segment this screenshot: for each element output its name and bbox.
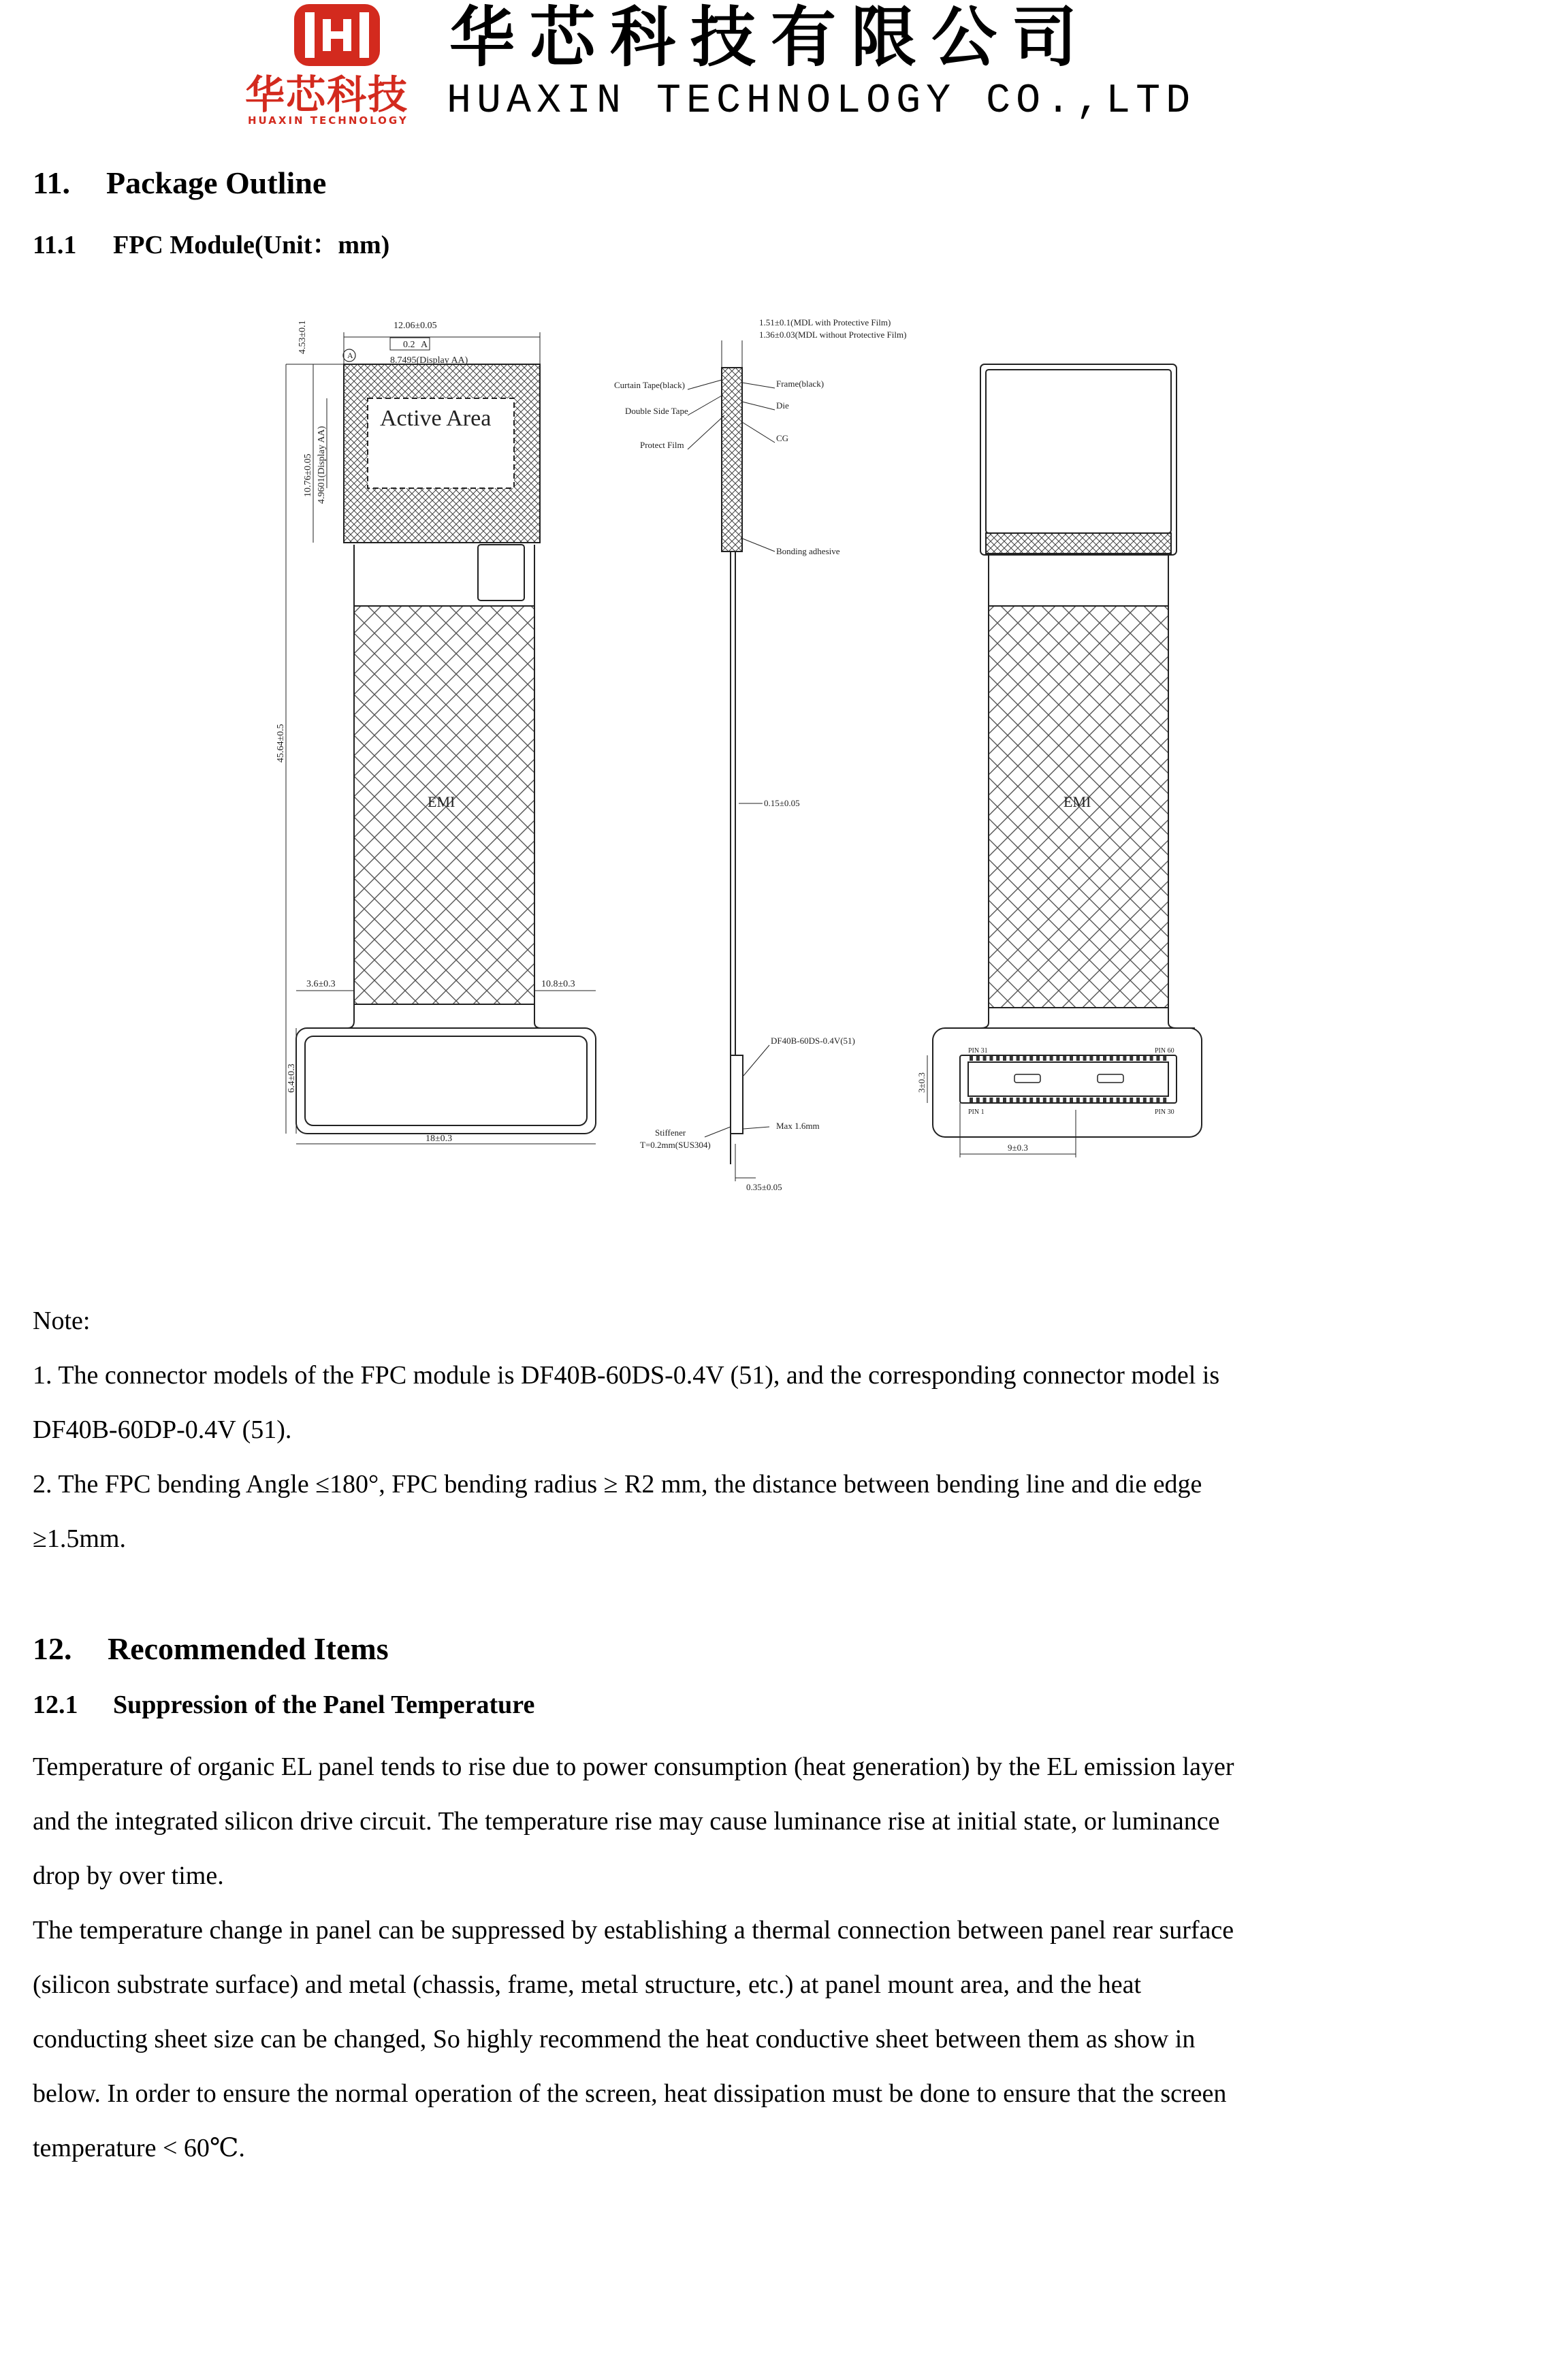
label-bonding-adhesive: Bonding adhesive bbox=[776, 546, 840, 556]
connector-pin bbox=[1150, 1098, 1153, 1102]
body-line-3: drop by over time. bbox=[33, 1861, 224, 1890]
connector-pin bbox=[1089, 1056, 1093, 1061]
connector-pin bbox=[996, 1056, 999, 1061]
connector-pin bbox=[1096, 1056, 1100, 1061]
connector-pin bbox=[1070, 1098, 1073, 1102]
company-name-english: HUAXIN TECHNOLOGY CO.,LTD bbox=[447, 78, 1196, 125]
dim-right-offset: 10.8±0.3 bbox=[541, 979, 575, 989]
label-cg: CG bbox=[776, 433, 789, 443]
dim-fpc-thickness: 0.15±0.05 bbox=[764, 798, 800, 808]
connector-pin bbox=[1163, 1098, 1166, 1102]
dim-stiffener-height: 6.4±0.3 bbox=[287, 1063, 297, 1093]
connector-pin bbox=[1136, 1056, 1140, 1061]
subsection-title: FPC Module(Unit：mm) bbox=[113, 231, 390, 259]
emi-label-back: EMI bbox=[1063, 793, 1091, 810]
connector-pin bbox=[1063, 1056, 1066, 1061]
label-stiffener: Stiffener bbox=[655, 1127, 686, 1138]
company-logo-mark bbox=[293, 3, 381, 67]
connector-pin bbox=[989, 1098, 993, 1102]
dim-height: 10.76±0.05 bbox=[303, 453, 313, 497]
connector-pin bbox=[1010, 1056, 1013, 1061]
label-curtain-tape: Curtain Tape(black) bbox=[614, 380, 685, 390]
body-line-8: temperature < 60℃. bbox=[33, 2134, 245, 2162]
section-12-1-heading bbox=[33, 1690, 534, 1720]
connector-pin bbox=[970, 1098, 973, 1102]
body-line-4: The temperature change in panel can be suppressed by establishing a thermal connection between panel rear surface bbox=[33, 1916, 1234, 1945]
connector-model-label: DF40B-60DS-0.4V(51) bbox=[771, 1036, 855, 1046]
connector-pin bbox=[1130, 1098, 1133, 1102]
emi-label-front: EMI bbox=[428, 793, 455, 810]
dim-flatness: 0.2 bbox=[403, 340, 415, 350]
connector-pin bbox=[1036, 1098, 1040, 1102]
label-protect-film: Protect Film bbox=[640, 440, 684, 450]
body-line-1: Temperature of organic EL panel tends to rise due to power consumption (heat generation) by the EL emission layer bbox=[33, 1753, 1234, 1781]
connector-pin bbox=[1083, 1056, 1087, 1061]
subsection-number: 12.1 bbox=[33, 1691, 78, 1719]
dim-max-height: Max 1.6mm bbox=[776, 1121, 820, 1131]
connector-pin bbox=[1023, 1098, 1026, 1102]
connector-pin bbox=[970, 1056, 973, 1061]
connector-pins bbox=[970, 1056, 1166, 1102]
datum-marker: A bbox=[347, 351, 353, 360]
subsection-number: 11.1 bbox=[33, 231, 77, 259]
dim-total-length: 45.64±0.5 bbox=[276, 724, 286, 763]
body-line-6: conducting sheet size can be changed, So highly recommend the heat conductive sheet between them as show in bbox=[33, 2025, 1196, 2053]
note-heading: Note: bbox=[33, 1307, 91, 1335]
section-number: 11. bbox=[33, 165, 70, 200]
connector-pin bbox=[1143, 1056, 1147, 1061]
connector-pin bbox=[1143, 1098, 1147, 1102]
connector-pin bbox=[989, 1056, 993, 1061]
connector-pin bbox=[1096, 1098, 1100, 1102]
connector-pin bbox=[1029, 1056, 1033, 1061]
connector-pin bbox=[1070, 1056, 1073, 1061]
connector-pin bbox=[1083, 1098, 1087, 1102]
company-name-chinese: 华芯科技有限公司 bbox=[449, 0, 1092, 76]
back-view bbox=[927, 364, 1202, 1157]
label-frame: Frame(black) bbox=[776, 379, 825, 389]
connector-pin bbox=[1117, 1056, 1120, 1061]
pin-31-label: PIN 31 bbox=[968, 1047, 988, 1055]
body-line-7: below. In order to ensure the normal operation of the screen, heat dissipation must be done to ensure that the screen bbox=[33, 2079, 1227, 2108]
dim-stiffener-width: 18±0.3 bbox=[426, 1134, 453, 1144]
connector-pin bbox=[1123, 1098, 1126, 1102]
connector-pin bbox=[996, 1098, 999, 1102]
dim-top: 4.53±0.1 bbox=[298, 320, 308, 354]
connector-pin bbox=[1036, 1056, 1040, 1061]
logo-chinese-text: 华芯科技 bbox=[245, 71, 409, 118]
pin-1-label: PIN 1 bbox=[968, 1108, 985, 1116]
dim-bottom-thickness: 0.35±0.05 bbox=[746, 1182, 782, 1192]
connector-pin bbox=[1003, 1098, 1006, 1102]
section-11-heading bbox=[33, 165, 326, 201]
front-view bbox=[286, 332, 596, 1144]
body-line-2: and the integrated silicon drive circuit. The temperature rise may cause luminance rise at initial state, or luminance bbox=[33, 1807, 1220, 1836]
connector-pin bbox=[1063, 1098, 1066, 1102]
connector-pin bbox=[1056, 1098, 1059, 1102]
connector-pin bbox=[1010, 1098, 1013, 1102]
section-12-heading bbox=[33, 1631, 389, 1667]
connector-pin bbox=[1029, 1098, 1033, 1102]
active-area-label: Active Area bbox=[380, 406, 492, 431]
label-die: Die bbox=[776, 400, 789, 411]
connector-pin bbox=[1150, 1056, 1153, 1061]
dim-width: 12.06±0.05 bbox=[394, 321, 437, 331]
connector-pin bbox=[983, 1056, 987, 1061]
note-line-2: DF40B-60DP-0.4V (51). bbox=[33, 1415, 292, 1444]
note-line-4: ≥1.5mm. bbox=[33, 1524, 126, 1553]
section-number: 12. bbox=[33, 1631, 72, 1666]
connector-pin bbox=[1156, 1056, 1159, 1061]
section-11-1-heading bbox=[33, 223, 389, 261]
label-stiffener-spec: T=0.2mm(SUS304) bbox=[640, 1140, 711, 1150]
connector-pin bbox=[1103, 1056, 1106, 1061]
connector-pin bbox=[1043, 1056, 1046, 1061]
connector-pin bbox=[976, 1098, 980, 1102]
connector-pin bbox=[1056, 1056, 1059, 1061]
dim-display-aa-height: 4.9601(Display AA) bbox=[317, 426, 327, 504]
connector-pin bbox=[1117, 1098, 1120, 1102]
connector-pin bbox=[1043, 1098, 1046, 1102]
dim-left-offset: 3.6±0.3 bbox=[306, 979, 336, 989]
connector-pin bbox=[1017, 1098, 1020, 1102]
section-title: Recommended Items bbox=[108, 1631, 389, 1666]
pin-30-label: PIN 30 bbox=[1155, 1108, 1174, 1116]
dim-connector-width: 9±0.3 bbox=[1008, 1142, 1028, 1153]
subsection-title: Suppression of the Panel Temperature bbox=[113, 1691, 535, 1719]
connector-pin bbox=[1076, 1056, 1080, 1061]
section-title: Package Outline bbox=[106, 165, 327, 200]
connector-pin bbox=[976, 1056, 980, 1061]
package-outline-drawing bbox=[231, 306, 1266, 1205]
connector-pin bbox=[1156, 1098, 1159, 1102]
connector-pin bbox=[1050, 1098, 1053, 1102]
dim-thickness-without-film: 1.36±0.03(MDL without Protective Film) bbox=[759, 330, 907, 340]
dim-thickness-with-film: 1.51±0.1(MDL with Protective Film) bbox=[759, 317, 891, 327]
connector-pin bbox=[1050, 1056, 1053, 1061]
connector-pin bbox=[1103, 1098, 1106, 1102]
dim-connector-height: 3±0.3 bbox=[916, 1072, 927, 1093]
note-line-1: 1. The connector models of the FPC module is DF40B-60DS-0.4V (51), and the corresponding connector model is bbox=[33, 1361, 1220, 1390]
logo-english-text: HUAXIN TECHNOLOGY bbox=[248, 114, 409, 127]
connector-pin bbox=[1136, 1098, 1140, 1102]
connector-pin bbox=[1017, 1056, 1020, 1061]
dim-datum: A bbox=[421, 340, 428, 350]
connector-pin bbox=[1130, 1056, 1133, 1061]
connector-pin bbox=[1076, 1098, 1080, 1102]
pin-60-label: PIN 60 bbox=[1155, 1047, 1174, 1055]
connector-pin bbox=[1023, 1056, 1026, 1061]
side-view bbox=[688, 340, 775, 1181]
connector-pin bbox=[1110, 1056, 1113, 1061]
dim-display-aa-width: 8.7495(Display AA) bbox=[390, 355, 468, 366]
connector-pin bbox=[983, 1098, 987, 1102]
label-double-side-tape: Double Side Tape bbox=[625, 406, 688, 416]
connector-pin bbox=[1089, 1098, 1093, 1102]
connector-pin bbox=[1163, 1056, 1166, 1061]
connector-pin bbox=[1123, 1056, 1126, 1061]
body-line-5: (silicon substrate surface) and metal (chassis, frame, metal structure, etc.) at panel mount area, and the heat bbox=[33, 1970, 1142, 1999]
connector-pin bbox=[1003, 1056, 1006, 1061]
note-line-3: 2. The FPC bending Angle ≤180°, FPC bending radius ≥ R2 mm, the distance between bending line and die edge bbox=[33, 1470, 1202, 1499]
connector-pin bbox=[1110, 1098, 1113, 1102]
